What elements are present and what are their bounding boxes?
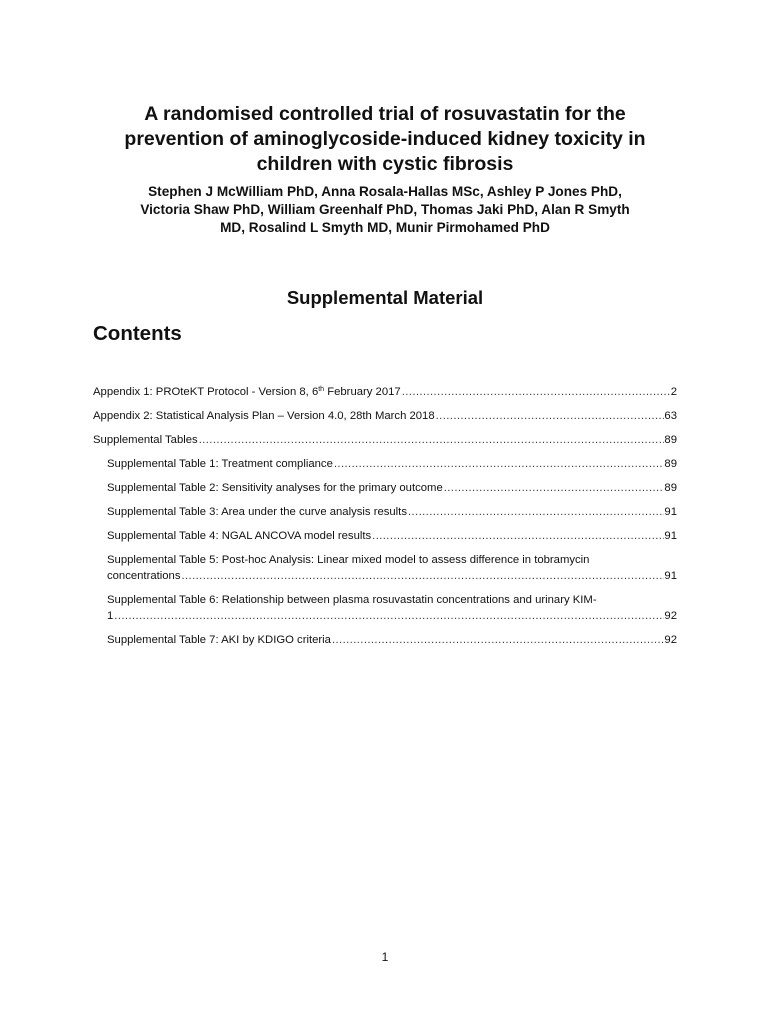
document-title	[60, 102, 710, 177]
toc-leader-dots	[331, 632, 664, 648]
toc-leader-dots	[198, 432, 665, 448]
toc-entry-table-1[interactable]	[107, 456, 677, 472]
toc-entry-table-5[interactable]	[107, 552, 677, 584]
toc-entry-table-2[interactable]	[107, 480, 677, 496]
contents-heading: Contents	[93, 322, 182, 345]
toc-entry-table-4[interactable]	[107, 528, 677, 544]
toc-leader-dots	[180, 568, 664, 584]
toc-entry-label: Appendix 1: PROteKT Protocol - Version 8, 6th February 2017	[93, 386, 401, 398]
toc-leader-dots	[371, 528, 664, 544]
toc-entry-appendix-1[interactable]	[93, 384, 677, 400]
toc-page-number: 89	[664, 458, 677, 470]
toc-entry-table-7[interactable]	[107, 632, 677, 648]
toc-page-number: 91	[664, 570, 677, 582]
toc-entry-label: Supplemental Table 5: Post-hoc Analysis: Linear mixed model to assess difference in tobramycin	[107, 554, 590, 566]
toc-entry-table-3[interactable]	[107, 504, 677, 520]
toc-leader-dots	[401, 384, 671, 400]
toc-entry-label: Appendix 2: Statistical Analysis Plan – Version 4.0, 28th March 2018	[93, 410, 435, 422]
toc-entry-supplemental-tables[interactable]	[93, 432, 677, 448]
title-line: children with cystic fibrosis	[256, 153, 514, 175]
toc-entry-label: Supplemental Table 2: Sensitivity analyses for the primary outcome	[107, 482, 443, 494]
author-list	[60, 183, 710, 237]
toc-entry-label: Supplemental Tables	[93, 434, 198, 446]
toc-entry-appendix-2[interactable]	[93, 408, 677, 424]
toc-page-number: 89	[664, 482, 677, 494]
toc-entry-label: Supplemental Table 4: NGAL ANCOVA model results	[107, 530, 372, 542]
toc-page-number: 2	[670, 386, 677, 398]
toc-entry-table-6[interactable]	[107, 592, 677, 624]
title-line: prevention of aminoglycoside-induced kidney toxicity in	[124, 128, 646, 150]
toc-page-number: 89	[664, 434, 677, 446]
author-line: Stephen J McWilliam PhD, Anna Rosala-Hallas MSc, Ashley P Jones PhD,	[148, 184, 622, 199]
toc-entry-label: Supplemental Table 3: Area under the curve analysis results	[107, 506, 407, 518]
toc-entry-label: Supplemental Table 7: AKI by KDIGO criteria	[107, 634, 331, 646]
toc-leader-dots	[435, 408, 665, 424]
toc-leader-dots	[443, 480, 665, 496]
title-line: A randomised controlled trial of rosuvastatin for the	[144, 103, 626, 125]
toc-leader-dots	[333, 456, 665, 472]
toc-entry-label: Supplemental Table 6: Relationship between plasma rosuvastatin concentrations and urinary KIM-	[107, 594, 597, 606]
author-line: Victoria Shaw PhD, William Greenhalf PhD, Thomas Jaki PhD, Alan R Smyth	[140, 202, 630, 217]
toc-page-number: 91	[664, 530, 677, 542]
toc-entry-label-continued: 1	[107, 610, 114, 622]
table-of-contents	[93, 384, 677, 656]
toc-page-number: 63	[664, 410, 677, 422]
toc-page-number: 92	[664, 634, 677, 646]
toc-leader-dots	[113, 608, 664, 624]
page-number: 1	[381, 950, 389, 964]
toc-page-number: 92	[664, 610, 677, 622]
toc-entry-label: Supplemental Table 1: Treatment compliance	[107, 458, 333, 470]
supplemental-heading: Supplemental Material	[286, 287, 484, 308]
toc-entry-label-continued: concentrations	[107, 570, 181, 582]
toc-page-number: 91	[664, 506, 677, 518]
author-line: MD, Rosalind L Smyth MD, Munir Pirmohamed PhD	[220, 220, 550, 235]
toc-leader-dots	[407, 504, 664, 520]
